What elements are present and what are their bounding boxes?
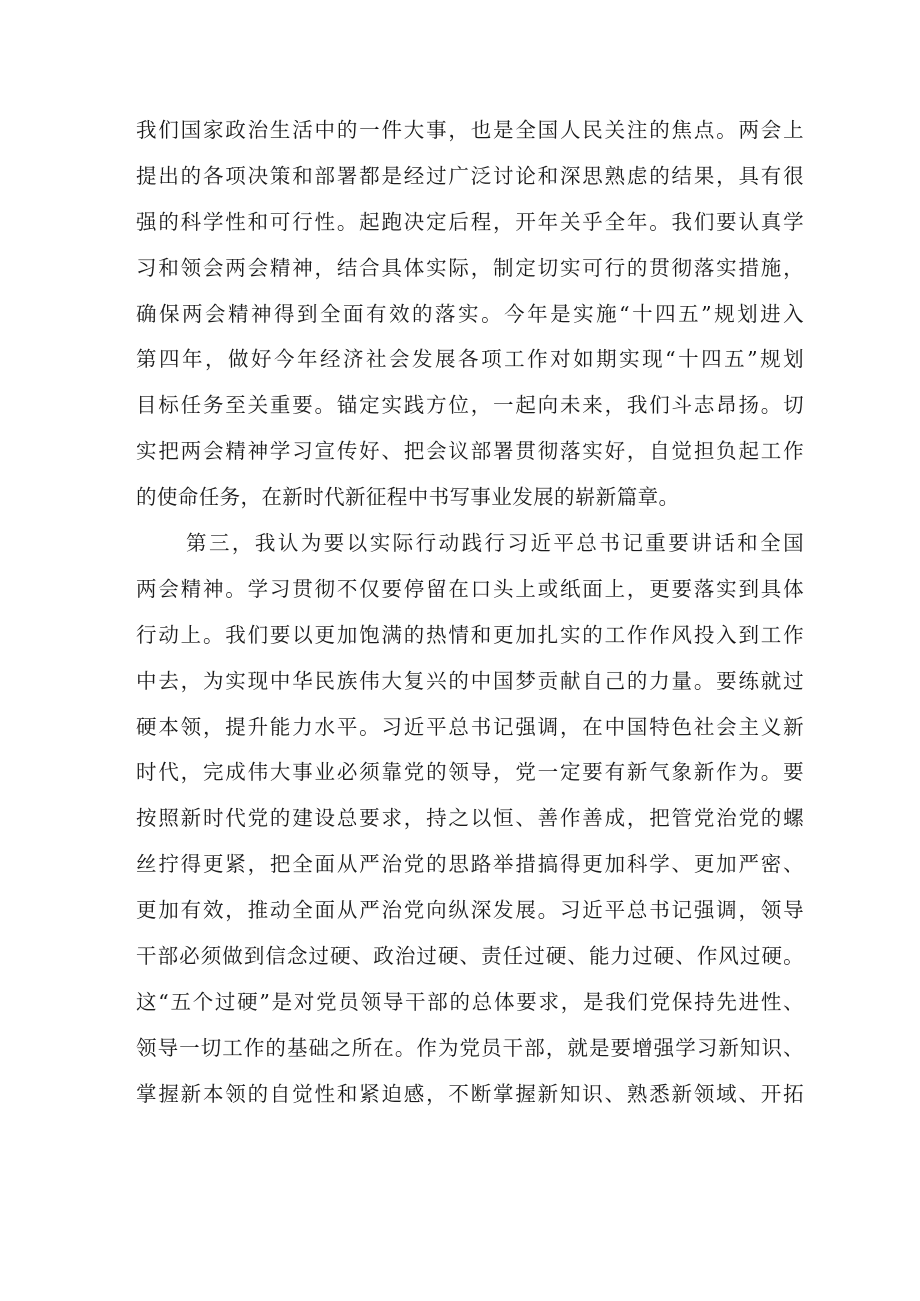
paragraph-line: 行动上。我们要以更加饱满的热情和更加扎实的工作作风投入到工作: [136, 622, 804, 647]
paragraph-line: 实把两会精神学习宣传好、把会议部署贯彻落实好，自觉担负起工作: [136, 439, 804, 464]
paragraph-line: 领导一切工作的基础之所在。作为党员干部，就是要增强学习新知识、: [136, 1035, 804, 1060]
paragraph-line: 强的科学性和可行性。起跑决定后程，开年关乎全年。我们要认真学: [136, 209, 804, 234]
paragraph-line: 我们国家政治生活中的一件大事，也是全国人民关注的焦点。两会上: [136, 118, 804, 142]
paragraph-line: 掌握新本领的自觉性和紧迫感，不断掌握新知识、熟悉新领域、开拓: [136, 1081, 804, 1106]
paragraph-2: [136, 521, 804, 1118]
paragraph-line: 按照新时代党的建设总要求，持之以恒、善作善成，把管党治党的螺: [136, 806, 804, 831]
paragraph-line: 习和领会两会精神，结合具体实际，制定切实可行的贯彻落实措施，: [136, 255, 804, 280]
paragraph-line: 硬本领，提升能力水平。习近平总书记强调，在中国特色社会主义新: [136, 714, 804, 739]
paragraph-line: 目标任务至关重要。锚定实践方位，一起向未来，我们斗志昂扬。切: [136, 393, 804, 418]
paragraph-line: 这“五个过硬”是对党员领导干部的总体要求，是我们党保持先进性、: [136, 989, 804, 1014]
paragraph-1: [136, 108, 804, 521]
paragraph-line: 时代，完成伟大事业必须靠党的领导，党一定要有新气象新作为。要: [136, 760, 804, 785]
paragraph-line: 两会精神。学习贯彻不仅要停留在口头上或纸面上，更要落实到具体: [136, 576, 804, 601]
paragraph-line: 丝拧得更紧，把全面从严治党的思路举措搞得更加科学、更加严密、: [136, 852, 804, 877]
paragraph-line: 中去，为实现中华民族伟大复兴的中国梦贡献自己的力量。要练就过: [136, 668, 804, 693]
paragraph-line: 提出的各项决策和部署都是经过广泛讨论和深思熟虑的结果，具有很: [136, 163, 804, 188]
paragraph-line: 第三，我认为要以实际行动践行习近平总书记重要讲话和全国: [186, 531, 804, 556]
paragraph-line: 干部必须做到信念过硬、政治过硬、责任过硬、能力过硬、作风过硬。: [136, 944, 804, 969]
paragraph-line: 的使命任务，在新时代新征程中书写事业发展的崭新篇章。: [136, 485, 680, 510]
document-body: [136, 108, 804, 1118]
paragraph-line: 确保两会精神得到全面有效的落实。今年是实施“十四五”规划进入: [136, 301, 804, 326]
paragraph-line: 更加有效，推动全面从严治党向纵深发展。习近平总书记强调，领导: [136, 898, 804, 923]
paragraph-line: 第四年，做好今年经济社会发展各项工作对如期实现“十四五”规划: [136, 347, 804, 372]
